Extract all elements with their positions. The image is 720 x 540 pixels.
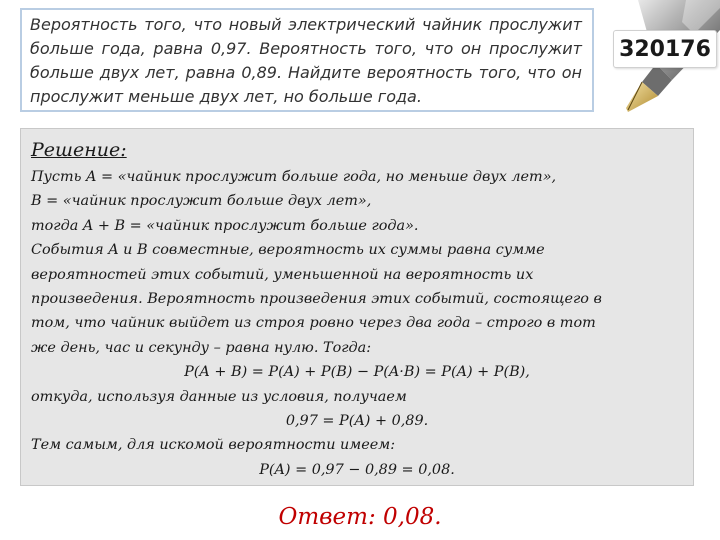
problem-id-badge: 320176 bbox=[613, 30, 717, 68]
problem-statement-box bbox=[20, 8, 594, 112]
solution-line: тогда A + B = «чайник прослужит больше года». bbox=[31, 217, 419, 234]
solution-formula: P(A) = 0,97 − 0,89 = 0,08. bbox=[259, 461, 455, 478]
solution-line: вероятностей этих событий, уменьшенной на вероятность их bbox=[31, 266, 534, 283]
solution-heading: Решение: bbox=[31, 139, 127, 161]
solution-line: В = «чайник прослужит больше двух лет», bbox=[31, 193, 372, 210]
solution-line: произведения. Вероятность произведения этих событий, состоящего в bbox=[31, 291, 602, 308]
solution-box bbox=[20, 128, 694, 486]
solution-line: Пусть A = «чайник прослужит больше года, но меньше двух лет», bbox=[31, 169, 557, 185]
solution-line: Тем самым, для искомой вероятности имеем: bbox=[31, 437, 396, 454]
solution-formula: P(A + B) = P(A) + P(B) − P(A·B) = P(A) + P(B), bbox=[184, 364, 530, 381]
problem-text: Вероятность того, что новый электрический чайник прослужит больше года, равна 0,97. Вероятность того, что он прослужит больше двух лет, равна 0,89. Найдите вероятность того, что он прослужит меньше двух лет, но больше года. bbox=[30, 15, 582, 106]
solution-formula: 0,97 = P(A) + 0,89. bbox=[285, 413, 429, 430]
solution-line: откуда, используя данные из условия, получаем bbox=[31, 388, 407, 405]
solution-line: том, что чайник выйдет из строя ровно через два года – строго в тот bbox=[31, 315, 596, 332]
solution-line: же день, час и секунду – равна нулю. Тогда: bbox=[31, 339, 372, 356]
answer-text: Ответ: 0,08. bbox=[278, 504, 442, 530]
solution-line: События A и В совместные, вероятность их суммы равна сумме bbox=[31, 242, 545, 259]
